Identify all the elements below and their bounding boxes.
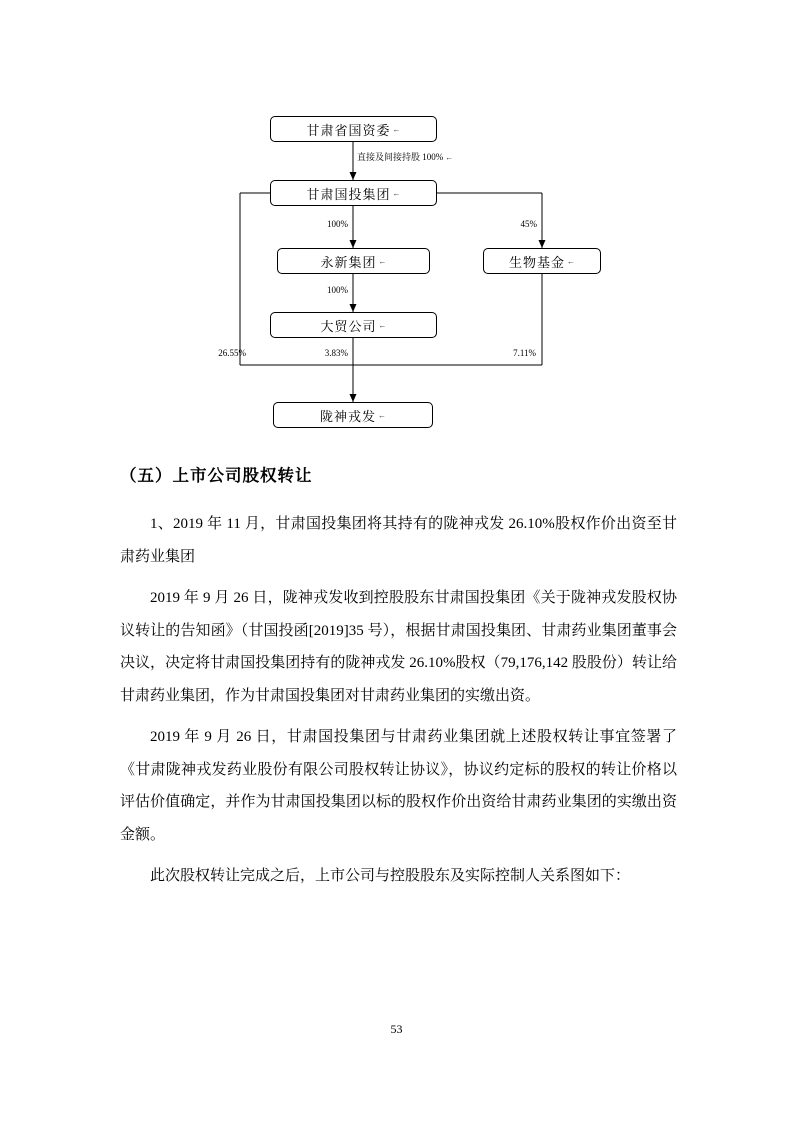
- edge-label-guotou-longshen: 26.55%: [218, 348, 246, 358]
- line-break-mark: ←: [378, 320, 387, 330]
- edge-label-direct-indirect: 直接及间接持股 100% ←: [357, 152, 454, 162]
- diagram-connector-lines: [0, 0, 793, 450]
- line-break-mark: ←: [445, 153, 454, 162]
- arrowheads: [350, 172, 546, 402]
- section-heading: （五）上市公司股权转让: [120, 467, 313, 485]
- diagram-node-damao: [270, 312, 437, 338]
- diagram-node-shengwu: [483, 248, 601, 274]
- node-label: 甘肃国投集团: [306, 186, 391, 202]
- body-paragraph: 2019 年 9 月 26 日，甘肃国投集团与甘肃药业集团就上述股权转让事宜签署了《甘肃陇神戎发药业股份有限公司股权转让协议》，协议约定标的股权的转让价格以评估价值确定，并作为甘肃国投集团以标的股权作价出资给甘肃药业集团的实缴出资金额。: [120, 729, 677, 843]
- edge-label-shengwu-longshen: 7.11%: [513, 348, 536, 358]
- edge-label-guotou-yongxin: 100%: [327, 219, 348, 229]
- node-label: 永新集团: [320, 254, 377, 270]
- body-paragraph: 1、2019 年 11 月，甘肃国投集团将其持有的陇神戎发 26.10%股权作价出资至甘肃药业集团: [120, 516, 677, 565]
- line-break-mark: ←: [378, 410, 386, 420]
- diagram-node-gansu-guotou: [270, 180, 437, 206]
- body-paragraph: 此次股权转让完成之后，上市公司与控股股东及实际控制人关系图如下：: [150, 868, 631, 884]
- diagram-node-longshen: [273, 402, 433, 428]
- edge-label-yongxin-damao: 100%: [327, 285, 348, 295]
- document-body: [120, 462, 677, 902]
- page-number: 53: [390, 1022, 403, 1036]
- ownership-diagram: [0, 0, 793, 450]
- node-label: 大贸公司: [320, 318, 377, 334]
- body-paragraph: 2019 年 9 月 26 日，陇神戎发收到控股股东甘肃国投集团《关于陇神戎发股权协议转让的告知函》（甘国投函[2019]35 号），根据甘肃国投集团、甘肃药业集团董事会决议，决定将甘肃国投集团持有的陇神戎发 26.10%股权（79,176,142 股股份）转让给甘肃药业集团，作为甘肃国投集团对甘肃药业集团的实缴出资。: [120, 590, 677, 704]
- line-break-mark: ←: [378, 256, 387, 266]
- diagram-node-yongxin: [277, 248, 430, 274]
- line-break-mark: ←: [392, 124, 401, 134]
- line-break-mark: ←: [392, 188, 401, 198]
- node-label: 陇神戎发: [319, 408, 376, 424]
- edge-label-guotou-shengwu: 45%: [520, 219, 537, 229]
- diagram-node-gansu-sasac: [270, 116, 437, 142]
- edge-label-damao-longshen: 3.83%: [324, 348, 348, 358]
- node-label: 生物基金: [508, 254, 565, 270]
- node-label: 甘肃省国资委: [306, 122, 391, 138]
- line-break-mark: ←: [567, 256, 575, 266]
